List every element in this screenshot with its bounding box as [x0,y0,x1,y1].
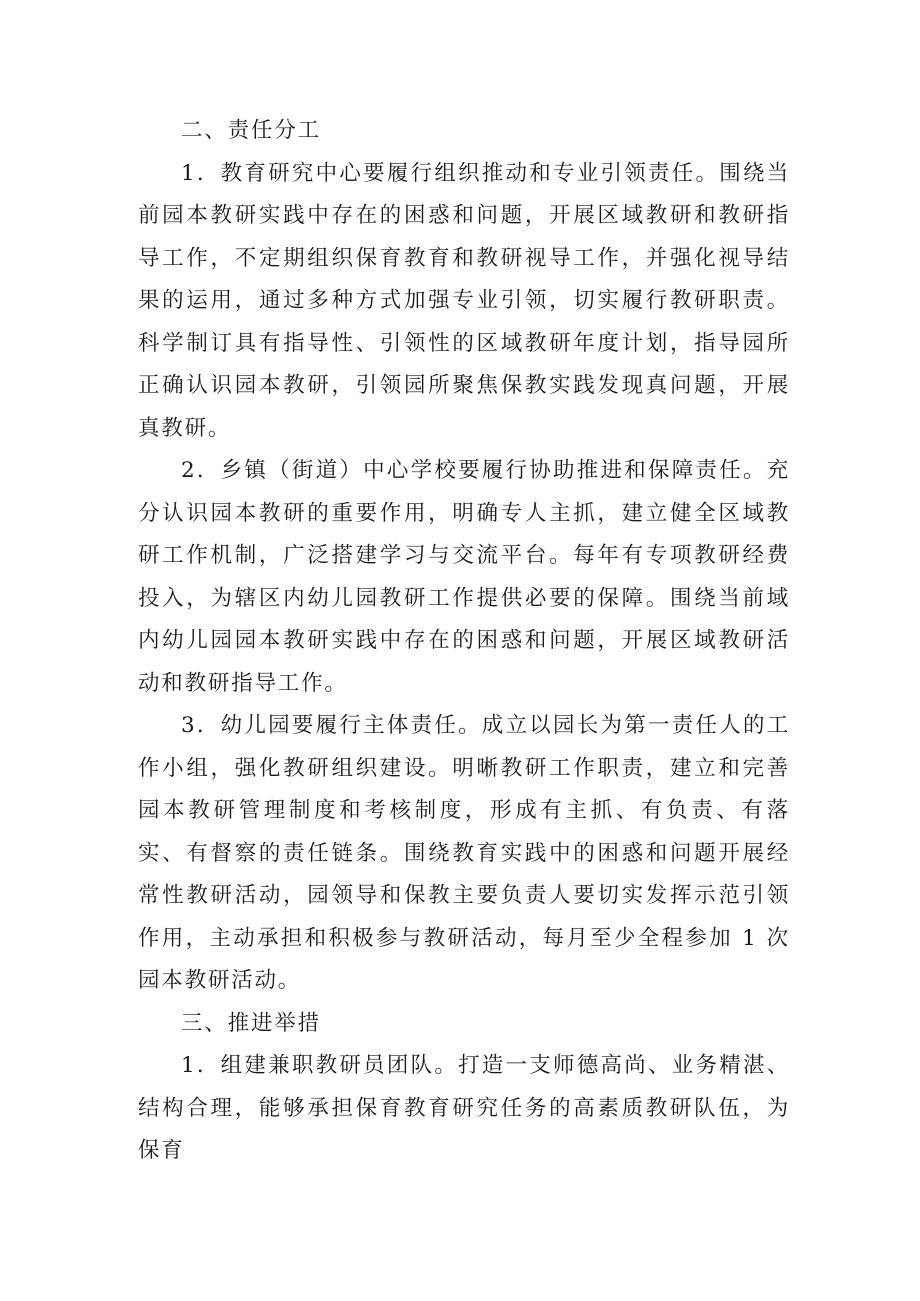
paragraph-teaching-research-team: 1．组建兼职教研员团队。打造一支师德高尚、业务精湛、结构合理，能够承担保育教育研究任务的高素质教研队伍，为保育 [138,1053,790,1163]
document-body [138,110,790,1173]
section-heading-responsibilities: 二、责任分工 [181,118,321,143]
paragraph-township-central-school: 2．乡镇（街道）中心学校要履行协助推进和保障责任。充分认识园本教研的重要作用，明确专人主抓，建立健全区域教研工作机制，广泛搭建学习与交流平台。每年有专项教研经费投入，为辖区内幼儿园教研工作提供必要的保障。围绕当前域内幼儿园园本教研实践中存在的困惑和问题，开展区域教研活动和教研指导工作。 [138,458,790,696]
paragraph-education-research-center: 1．教育研究中心要履行组织推动和专业引领责任。围绕当前园本教研实践中存在的困惑和问题，开展区域教研和教研指导工作，不定期组织保育教育和教研视导工作，并强化视导结果的运用，通过多种方式加强专业引领，切实履行教研职责。科学制订具有指导性、引领性的区域教研年度计划，指导园所正确认识园本教研，引领园所聚焦保教实践发现真问题，开展真教研。 [138,160,790,441]
section-heading-measures: 三、推进举措 [181,1010,321,1036]
paragraph-kindergarten: 3．幼儿园要履行主体责任。成立以园长为第一责任人的工作小组，强化教研组织建设。明晰教研工作职责，建立和完善园本教研管理制度和考核制度，形成有主抓、有负责、有落实、有督察的责任链条。围绕教育实践中的困惑和问题开展经常性教研活动，园领导和保教主要负责人要切实发挥示范引领作用，主动承担和积极参与教研活动，每月至少全程参加 1 次园本教研活动。 [138,713,790,993]
